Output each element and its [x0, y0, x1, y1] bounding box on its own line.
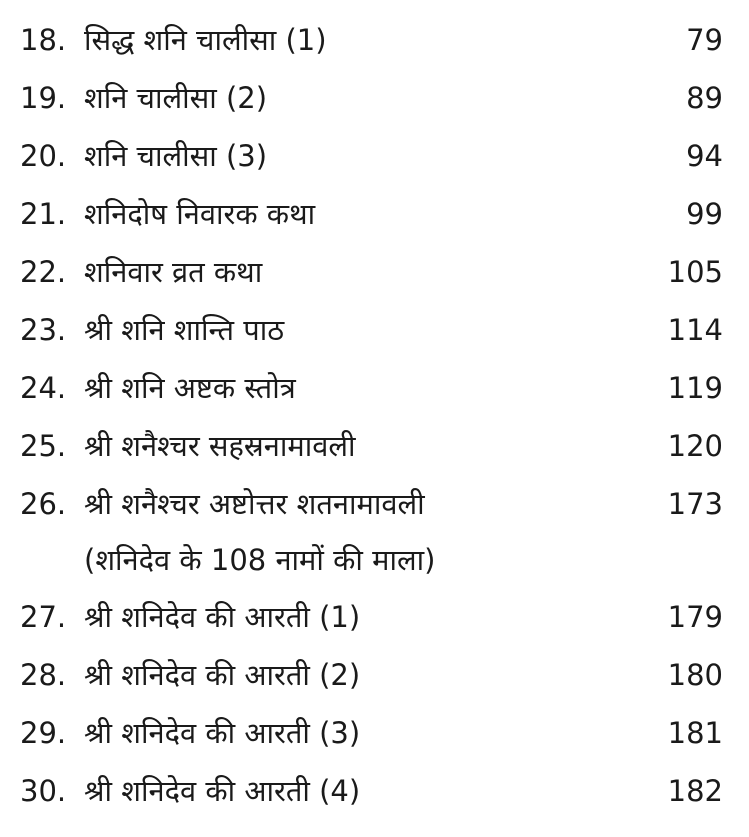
entry-page-number: 173 [667, 487, 723, 521]
entry-title: श्री शनिदेव की आरती (3) [84, 716, 361, 750]
entry-page-number: 181 [667, 716, 723, 750]
toc-entry [0, 645, 749, 703]
table-of-contents [0, 10, 749, 819]
entry-number: 18. [20, 23, 67, 57]
entry-title: श्री शनि शान्ति पाठ [84, 313, 285, 347]
toc-entry [0, 242, 749, 300]
entry-number: 25. [20, 429, 67, 463]
entry-number: 23. [20, 313, 67, 347]
entry-number: 28. [20, 658, 67, 692]
entry-page-number: 114 [667, 313, 723, 347]
toc-entry [0, 126, 749, 184]
entry-page-number: 94 [686, 139, 723, 173]
entry-page-number: 89 [686, 81, 723, 115]
toc-entry [0, 703, 749, 761]
toc-entry [0, 761, 749, 819]
toc-entry [0, 587, 749, 645]
entry-title: श्री शनि अष्टक स्तोत्र [84, 371, 296, 405]
entry-number: 29. [20, 716, 67, 750]
entry-page-number: 99 [686, 197, 723, 231]
toc-entry [0, 358, 749, 416]
entry-title: श्री शनिदेव की आरती (1) [84, 600, 361, 634]
toc-entry [0, 68, 749, 126]
entry-number: 19. [20, 81, 67, 115]
entry-page-number: 119 [667, 371, 723, 405]
entry-title: शनिवार व्रत कथा [84, 255, 263, 289]
toc-entry [0, 474, 749, 587]
entry-number: 30. [20, 774, 67, 808]
entry-page-number: 120 [667, 429, 723, 463]
entry-subtitle: (शनिदेव के 108 नामों की माला) [84, 543, 436, 577]
entry-title: श्री शनैश्चर सहस्रनामावली [84, 429, 356, 463]
toc-entry [0, 416, 749, 474]
entry-number: 21. [20, 197, 67, 231]
entry-number: 22. [20, 255, 67, 289]
entry-title: सिद्ध शनि चालीसा (1) [84, 23, 327, 57]
entry-number: 24. [20, 371, 67, 405]
entry-page-number: 105 [667, 255, 723, 289]
entry-number: 20. [20, 139, 67, 173]
entry-page-number: 180 [667, 658, 723, 692]
entry-title: शनि चालीसा (2) [84, 81, 268, 115]
entry-title: शनि चालीसा (3) [84, 139, 268, 173]
entry-number: 27. [20, 600, 67, 634]
entry-page-number: 79 [686, 23, 723, 57]
entry-title: श्री शनैश्चर अष्टोत्तर शतनामावली [84, 487, 425, 521]
entry-title: श्री शनिदेव की आरती (4) [84, 774, 361, 808]
entry-number: 26. [20, 487, 67, 521]
toc-entry [0, 10, 749, 68]
entry-title: श्री शनिदेव की आरती (2) [84, 658, 361, 692]
toc-entry [0, 300, 749, 358]
entry-page-number: 179 [667, 600, 723, 634]
entry-title: शनिदोष निवारक कथा [84, 197, 316, 231]
entry-page-number: 182 [667, 774, 723, 808]
toc-entry [0, 184, 749, 242]
